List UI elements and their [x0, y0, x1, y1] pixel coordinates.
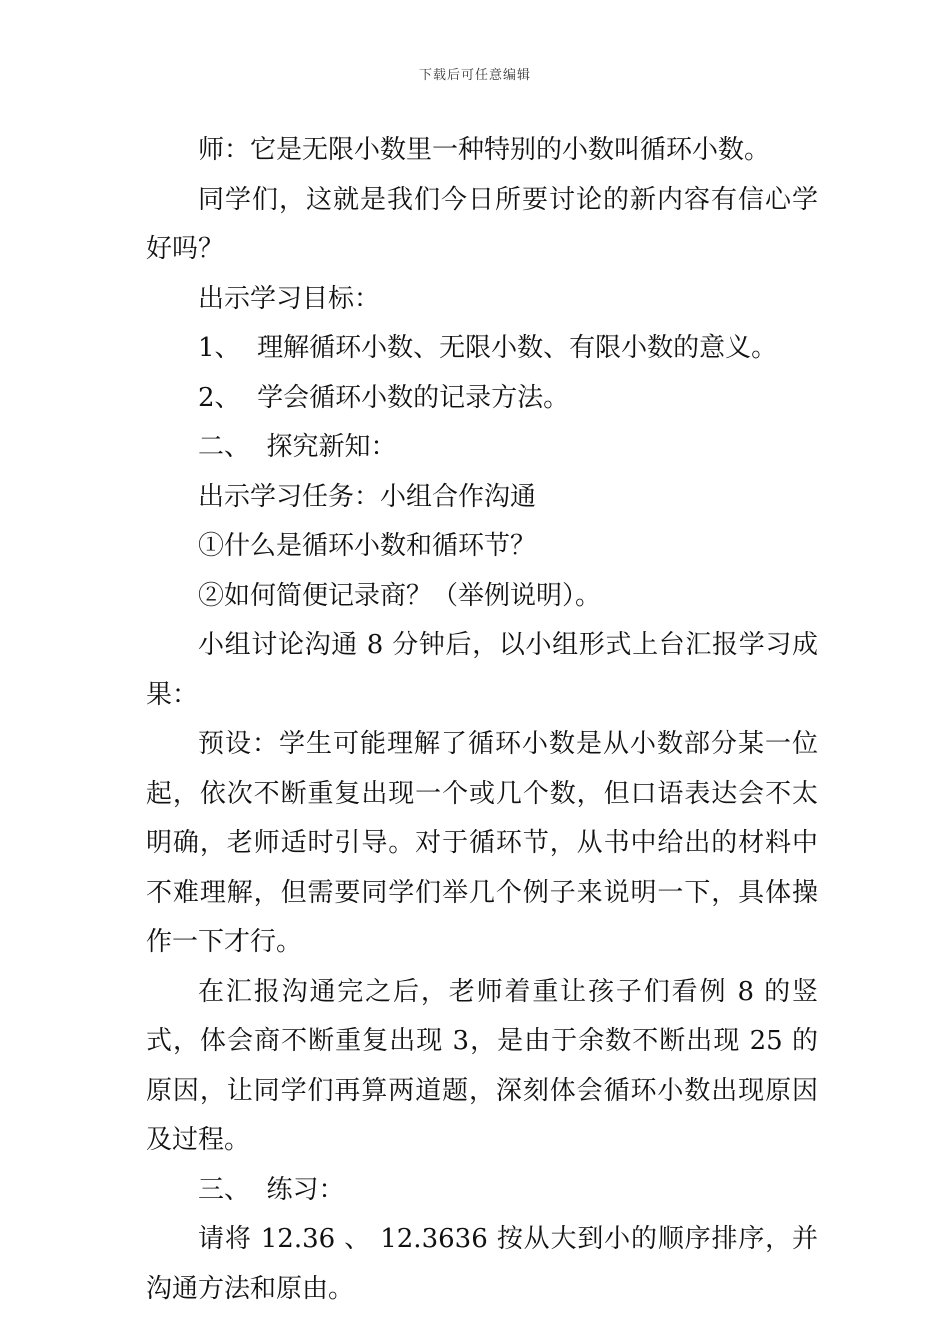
section-heading-explore: 二、 探究新知： [198, 432, 397, 462]
paragraph-after-report: 在汇报沟通完之后，老师着重让孩子们看例 8 的竖式，体会商不断重复出现 3，是由于余数不断出现 25 的原因，让同学们再算两道题，深刻体会循环小数出现原因及过程。 [146, 976, 818, 1155]
paragraph-question-2: ②如何简便记录商？（举例说明）。 [198, 580, 602, 611]
page-header-note: 下载后可任意编辑 [418, 68, 531, 83]
paragraph-teacher-intro: 师：它是无限小数里一种特别的小数叫循环小数。 [198, 135, 771, 165]
paragraph-goal-1: 1、 理解循环小数、无限小数、有限小数的意义。 [198, 333, 778, 363]
paragraph-presumption: 预设：学生可能理解了循环小数是从小数部分某一位起，依次不断重复出现一个或几个数，但口语表达会不太明确，老师适时引导。对于循环节，从书中给出的材料中不难理解，但需要同学们举几个例子来说明一下，具体操作一下才行。 [146, 729, 818, 957]
paragraph-group-discussion: 小组讨论沟通 8 分钟后，以小组形式上台汇报学习成果： [146, 630, 818, 710]
paragraph-task-heading: 出示学习任务：小组合作沟通 [198, 481, 537, 512]
paragraph-goals-heading: 出示学习目标： [198, 283, 381, 314]
paragraph-goal-2: 2、 学会循环小数的记录方法。 [198, 382, 570, 413]
paragraph-students-confidence: 同学们，这就是我们今日所要讨论的新内容有信心学好吗？ [146, 184, 818, 264]
paragraph-practice-task: 请将 12.36 、 12.3636 按从大到小的顺序排序，并沟通方法和原由。 [146, 1224, 818, 1304]
paragraph-question-1: ①什么是循环小数和循环节？ [198, 531, 537, 561]
document-body [146, 126, 818, 1314]
section-heading-practice: 三、 练习： [198, 1174, 345, 1205]
